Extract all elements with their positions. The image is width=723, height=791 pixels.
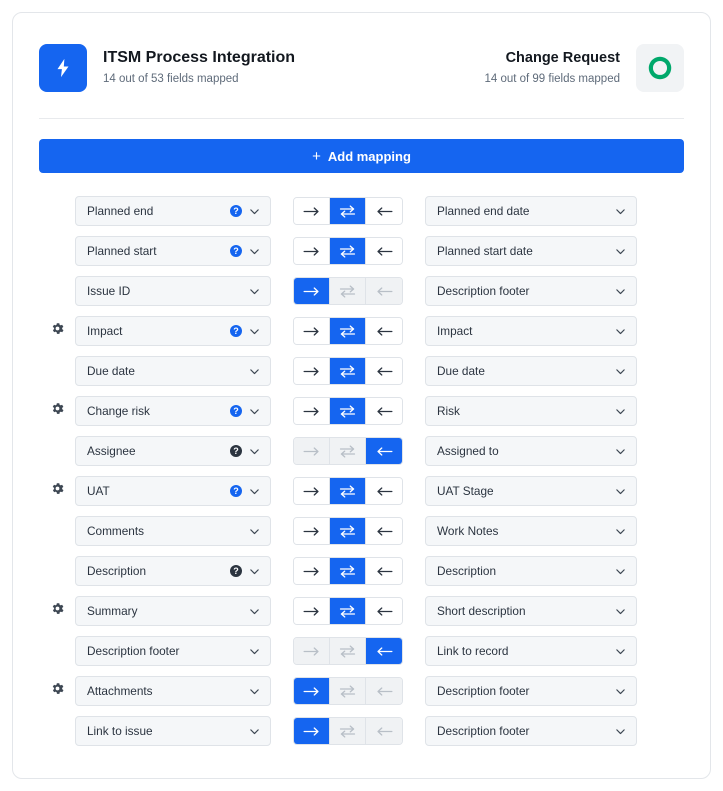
servicenow-icon — [636, 44, 684, 92]
direction-left-button[interactable] — [366, 398, 402, 424]
target-field-label: Description footer — [437, 684, 530, 698]
gear-icon[interactable] — [50, 601, 65, 621]
source-field-select[interactable] — [75, 196, 271, 226]
direction-both-button[interactable] — [330, 518, 366, 544]
target-field-select[interactable] — [425, 636, 637, 666]
direction-right-button[interactable] — [294, 678, 330, 704]
direction-both-button[interactable] — [330, 558, 366, 584]
target-title: Change Request — [505, 50, 620, 66]
mapping-row — [39, 671, 684, 711]
mapping-row — [39, 711, 684, 751]
target-field-label: Due date — [437, 364, 485, 378]
chevron-down-icon — [614, 205, 627, 218]
target-field-select[interactable] — [425, 596, 637, 626]
add-mapping-button[interactable] — [39, 139, 684, 173]
source-field-label: Description — [87, 564, 147, 578]
direction-right-button[interactable] — [294, 278, 330, 304]
source-field-label: Change risk — [87, 404, 150, 418]
chevron-down-icon — [614, 405, 627, 418]
mapping-row — [39, 191, 684, 231]
direction-toggle-group[interactable] — [293, 317, 403, 345]
chevron-down-icon — [248, 685, 261, 698]
source-app — [39, 44, 484, 92]
chevron-down-icon — [614, 325, 627, 338]
source-field-select[interactable] — [75, 556, 271, 586]
source-field-label: Planned start — [87, 244, 157, 258]
source-field-select[interactable] — [75, 316, 271, 346]
direction-toggle-group[interactable] — [293, 277, 403, 305]
target-field-select[interactable] — [425, 516, 637, 546]
direction-right-button[interactable] — [294, 478, 330, 504]
source-field-label: Comments — [87, 524, 145, 538]
target-field-select[interactable] — [425, 436, 637, 466]
mapping-row — [39, 351, 684, 391]
mapping-row — [39, 431, 684, 471]
target-field-select[interactable] — [425, 236, 637, 266]
source-field-select[interactable] — [75, 516, 271, 546]
direction-left-button[interactable] — [366, 478, 402, 504]
direction-both-button[interactable] — [330, 638, 366, 664]
direction-both-button[interactable] — [330, 678, 366, 704]
target-field-select[interactable] — [425, 316, 637, 346]
gear-icon[interactable] — [50, 681, 65, 701]
direction-toggle-group[interactable] — [293, 557, 403, 585]
direction-toggle-group[interactable] — [293, 597, 403, 625]
chevron-down-icon — [614, 645, 627, 658]
source-field-label: UAT — [87, 484, 110, 498]
direction-both-button[interactable] — [330, 318, 366, 344]
target-app — [484, 44, 684, 92]
mapping-row — [39, 511, 684, 551]
direction-left-button[interactable] — [366, 278, 402, 304]
direction-both-button[interactable] — [330, 398, 366, 424]
chevron-down-icon — [248, 725, 261, 738]
chevron-down-icon — [614, 685, 627, 698]
source-field-label: Summary — [87, 604, 138, 618]
target-field-label: Description footer — [437, 284, 530, 298]
help-icon[interactable]: ? — [230, 325, 242, 337]
chevron-down-icon — [248, 645, 261, 658]
source-field-select[interactable] — [75, 236, 271, 266]
source-field-select[interactable] — [75, 476, 271, 506]
target-field-select[interactable] — [425, 396, 637, 426]
chevron-down-icon — [248, 405, 261, 418]
card-header — [13, 13, 710, 118]
help-icon[interactable]: ? — [230, 485, 242, 497]
chevron-down-icon — [248, 525, 261, 538]
direction-left-button[interactable] — [366, 318, 402, 344]
source-field-label: Assignee — [87, 444, 136, 458]
chevron-down-icon — [248, 365, 261, 378]
source-field-label: Link to issue — [87, 724, 153, 738]
direction-both-button[interactable] — [330, 718, 366, 744]
target-field-label: Description footer — [437, 724, 530, 738]
direction-toggle-group[interactable] — [293, 677, 403, 705]
source-field-count: 14 out of 53 fields mapped — [103, 73, 239, 85]
source-field-select[interactable] — [75, 676, 271, 706]
chevron-down-icon — [248, 245, 261, 258]
direction-right-button[interactable] — [294, 358, 330, 384]
chevron-down-icon — [614, 565, 627, 578]
mapping-row — [39, 631, 684, 671]
page-title: ITSM Process Integration — [103, 49, 296, 66]
source-field-select[interactable] — [75, 436, 271, 466]
target-field-label: Link to record — [437, 644, 509, 658]
lightning-bolt-icon — [39, 44, 87, 92]
direction-left-button[interactable] — [366, 558, 402, 584]
direction-both-button[interactable] — [330, 438, 366, 464]
chevron-down-icon — [614, 725, 627, 738]
direction-both-button[interactable] — [330, 198, 366, 224]
gear-cell — [39, 601, 75, 621]
source-field-select[interactable] — [75, 356, 271, 386]
direction-left-button[interactable] — [366, 438, 402, 464]
direction-right-button[interactable] — [294, 438, 330, 464]
gear-cell — [39, 481, 75, 501]
source-field-label: Impact — [87, 324, 123, 338]
add-mapping-wrap — [13, 119, 710, 173]
chevron-down-icon — [248, 605, 261, 618]
direction-right-button[interactable] — [294, 718, 330, 744]
direction-both-button[interactable] — [330, 238, 366, 264]
direction-left-button[interactable] — [366, 358, 402, 384]
direction-toggle-group[interactable] — [293, 437, 403, 465]
gear-icon[interactable] — [50, 321, 65, 341]
source-field-label: Description footer — [87, 644, 180, 658]
direction-right-button[interactable] — [294, 638, 330, 664]
chevron-down-icon — [248, 205, 261, 218]
gear-cell — [39, 681, 75, 701]
direction-right-button[interactable] — [294, 318, 330, 344]
direction-right-button[interactable] — [294, 198, 330, 224]
mapping-row — [39, 391, 684, 431]
help-icon[interactable]: ? — [230, 405, 242, 417]
source-field-label: Due date — [87, 364, 135, 378]
chevron-down-icon — [614, 365, 627, 378]
target-field-label: Risk — [437, 404, 460, 418]
target-field-label: Short description — [437, 604, 526, 618]
direction-toggle-group[interactable] — [293, 357, 403, 385]
target-field-label: Work Notes — [437, 524, 499, 538]
mapping-row — [39, 231, 684, 271]
source-field-select[interactable] — [75, 716, 271, 746]
chevron-down-icon — [614, 445, 627, 458]
target-field-label: Planned end date — [437, 204, 530, 218]
chevron-down-icon — [614, 485, 627, 498]
direction-toggle-group[interactable] — [293, 717, 403, 745]
direction-right-button[interactable] — [294, 598, 330, 624]
target-field-select[interactable] — [425, 556, 637, 586]
mapping-row — [39, 591, 684, 631]
direction-right-button[interactable] — [294, 518, 330, 544]
direction-left-button[interactable] — [366, 518, 402, 544]
direction-both-button[interactable] — [330, 598, 366, 624]
add-mapping-label: Add mapping — [327, 148, 411, 164]
direction-left-button[interactable] — [366, 598, 402, 624]
target-title-block — [484, 48, 620, 87]
mapping-row — [39, 271, 684, 311]
direction-right-button[interactable] — [294, 398, 330, 424]
target-field-label: Impact — [437, 324, 473, 338]
target-field-select[interactable] — [425, 716, 637, 746]
direction-toggle-group[interactable] — [293, 637, 403, 665]
chevron-down-icon — [248, 485, 261, 498]
direction-left-button[interactable] — [366, 718, 402, 744]
direction-toggle-group[interactable] — [293, 397, 403, 425]
help-icon[interactable]: ? — [230, 445, 242, 457]
chevron-down-icon — [614, 525, 627, 538]
direction-both-button[interactable] — [330, 278, 366, 304]
chevron-down-icon — [248, 445, 261, 458]
source-field-select[interactable] — [75, 596, 271, 626]
gear-icon[interactable] — [50, 401, 65, 421]
chevron-down-icon — [248, 285, 261, 298]
chevron-down-icon — [614, 605, 627, 618]
gear-cell — [39, 321, 75, 341]
mapping-row — [39, 311, 684, 351]
direction-toggle-group[interactable] — [293, 477, 403, 505]
direction-toggle-group[interactable] — [293, 197, 403, 225]
source-title-block — [103, 48, 295, 87]
plus-icon: + — [312, 147, 321, 165]
target-field-select[interactable] — [425, 196, 637, 226]
chevron-down-icon — [248, 325, 261, 338]
chevron-down-icon — [614, 245, 627, 258]
direction-left-button[interactable] — [366, 678, 402, 704]
source-field-select[interactable] — [75, 636, 271, 666]
direction-right-button[interactable] — [294, 558, 330, 584]
target-field-label: Description — [437, 564, 497, 578]
source-field-select[interactable] — [75, 396, 271, 426]
direction-both-button[interactable] — [330, 358, 366, 384]
mapping-list — [13, 173, 710, 771]
gear-cell — [39, 401, 75, 421]
target-field-select[interactable] — [425, 676, 637, 706]
help-icon[interactable]: ? — [230, 245, 242, 257]
source-field-label: Attachments — [87, 684, 153, 698]
chevron-down-icon — [614, 285, 627, 298]
gear-icon[interactable] — [50, 481, 65, 501]
integration-card — [12, 12, 711, 779]
target-field-select[interactable] — [425, 276, 637, 306]
direction-left-button[interactable] — [366, 238, 402, 264]
direction-left-button[interactable] — [366, 638, 402, 664]
target-field-label: UAT Stage — [437, 484, 494, 498]
target-field-select[interactable] — [425, 476, 637, 506]
direction-toggle-group[interactable] — [293, 237, 403, 265]
source-field-label: Planned end — [87, 204, 154, 218]
target-field-label: Assigned to — [437, 444, 499, 458]
source-field-select[interactable] — [75, 276, 271, 306]
direction-toggle-group[interactable] — [293, 517, 403, 545]
source-field-label: Issue ID — [87, 284, 131, 298]
help-icon[interactable]: ? — [230, 205, 242, 217]
target-field-count: 14 out of 99 fields mapped — [484, 73, 620, 85]
target-field-label: Planned start date — [437, 244, 533, 258]
mapping-row — [39, 551, 684, 591]
help-icon[interactable]: ? — [230, 565, 242, 577]
direction-both-button[interactable] — [330, 478, 366, 504]
direction-right-button[interactable] — [294, 238, 330, 264]
target-field-select[interactable] — [425, 356, 637, 386]
mapping-row — [39, 471, 684, 511]
chevron-down-icon — [248, 565, 261, 578]
direction-left-button[interactable] — [366, 198, 402, 224]
